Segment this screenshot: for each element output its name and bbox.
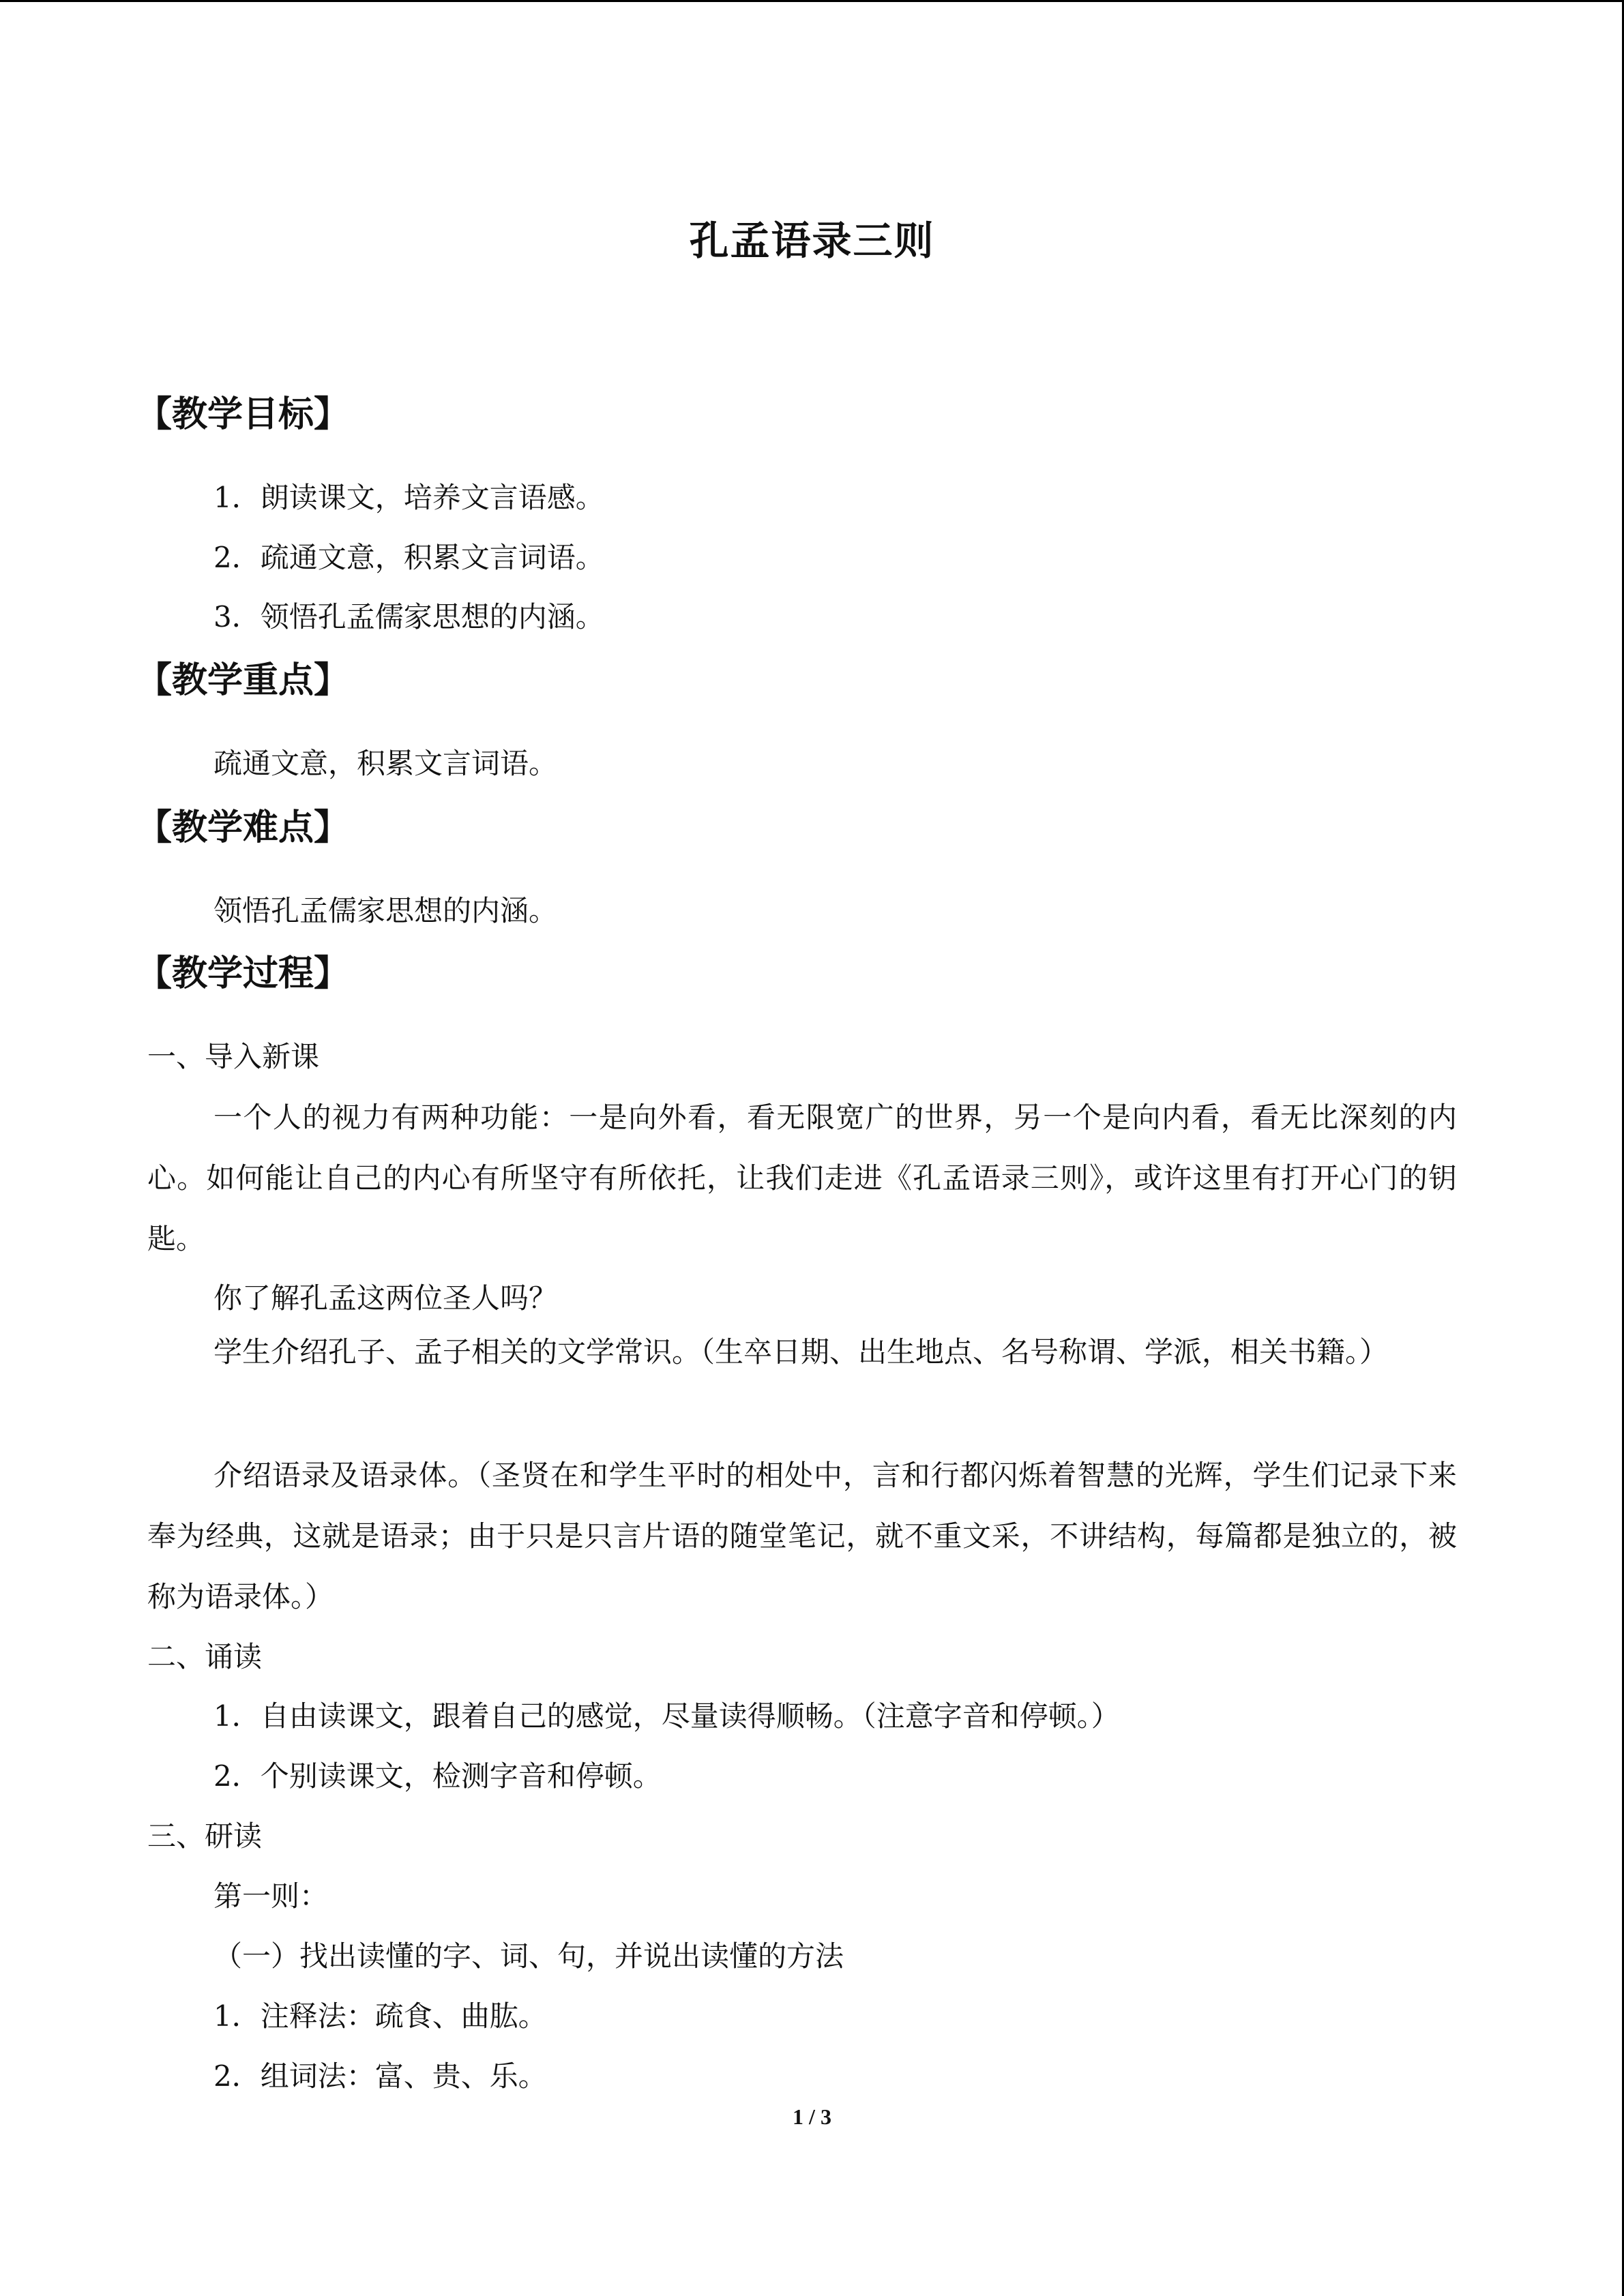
part2-item-2: 2．个别读课文，检测字音和停顿。 [213, 1759, 662, 1793]
heading-teaching-difficulty: 【教学难点】 [136, 807, 350, 848]
key-point-text: 疏通文意，积累文言词语。 [213, 747, 558, 780]
part1-paragraph-intro: 一个人的视力有两种功能：一是向外看，看无限宽广的世界，另一个是向内看，看无比深刻的内心。如何能让自己的内心有所坚守有所依托，让我们走进《孔孟语录三则》，或许这里有打开心门的钥匙。 [147, 1101, 1457, 1255]
part1-paragraph-students: 学生介绍孔子、孟子相关的文学常识。（生卒日期、出生地点、名号称谓、学派，相关书籍。） [213, 1335, 1389, 1369]
part3-item-2: 2．组词法：富、贵、乐。 [213, 2059, 547, 2093]
part3-question-1: （一）找出读懂的字、词、句，并说出读懂的方法 [213, 1939, 844, 1973]
part1-paragraph-question: 你了解孔孟这两位圣人吗？ [213, 1281, 558, 1315]
part3-title: 三、研读 [147, 1819, 263, 1853]
part2-title: 二、诵读 [147, 1640, 263, 1673]
heading-teaching-goals: 【教学目标】 [136, 394, 350, 435]
part3-item-1: 1．注释法：疏食、曲肱。 [213, 1999, 547, 2033]
heading-teaching-key: 【教学重点】 [136, 660, 350, 701]
goal-item-3: 3．领悟孔孟儒家思想的内涵。 [213, 600, 604, 633]
goal-item-2: 2．疏通文意，积累文言词语。 [213, 541, 604, 574]
part1-title: 一、导入新课 [147, 1040, 320, 1073]
goal-item-1: 1．朗读课文，培养文言语感。 [213, 481, 604, 514]
difficulty-text: 领悟孔孟儒家思想的内涵。 [213, 894, 558, 927]
part3-subtitle: 第一则： [213, 1879, 329, 1913]
part2-item-1: 1．自由读课文，跟着自己的感觉，尽量读得顺畅。（注意字音和停顿。） [213, 1699, 1120, 1733]
part1-paragraph-quotations: 介绍语录及语录体。（圣贤在和学生平时的相处中，言和行都闪烁着智慧的光辉，学生们记录下来奉为经典，这就是语录；由于只是只言片语的随堂笔记，就不重文采，不讲结构，每篇都是独立的，被称为语录体。） [147, 1459, 1457, 1613]
page-title: 孔孟语录三则 [689, 218, 935, 264]
heading-teaching-process: 【教学过程】 [136, 953, 350, 994]
page-number: 1 / 3 [793, 2104, 831, 2129]
